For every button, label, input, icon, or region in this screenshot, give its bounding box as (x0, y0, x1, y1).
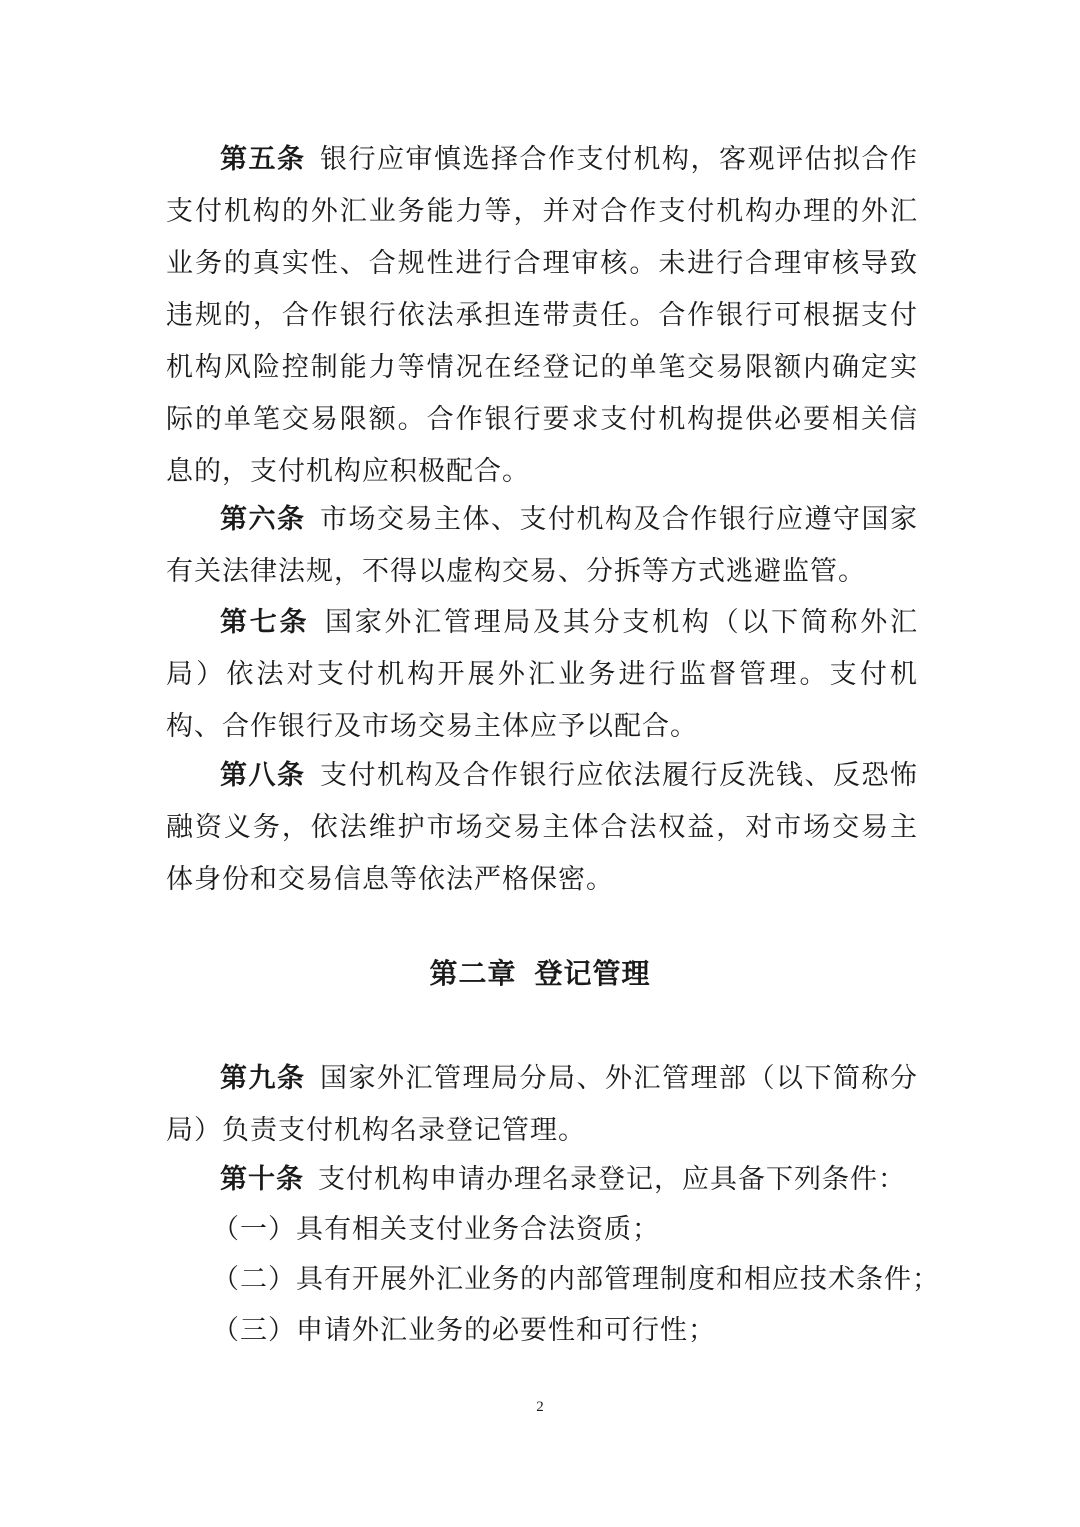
article-5 (166, 134, 918, 498)
chapter-label: 第二章 (429, 957, 517, 990)
page-number: 2 (536, 1399, 544, 1415)
chapter-title: 登记管理 (534, 957, 651, 990)
article-label: 第八条 (220, 760, 306, 791)
article-text: 支付机构申请办理名录登记，应具备下列条件： (318, 1164, 906, 1195)
chapter-heading (0, 952, 1080, 992)
article-label: 第十条 (220, 1164, 304, 1195)
condition-item: （二）具有开展外汇业务的内部管理制度和相应技术条件； (212, 1264, 940, 1295)
article-label: 第九条 (220, 1063, 306, 1094)
article-label: 第五条 (220, 144, 306, 175)
condition-item: （一）具有相关支付业务合法资质； (212, 1214, 660, 1245)
article-6 (166, 494, 918, 598)
article-9 (166, 1053, 918, 1157)
article-text: 银行应审慎选择合作支付机构，客观评估拟合作支付机构的外汇业务能力等，并对合作支付机构办理的外汇业务的真实性、合规性进行合理审核。未进行合理审核导致违规的，合作银行依法承担连带责任。合作银行可根据支付机构风险控制能力等情况在经登记的单笔交易限额内确定实际的单笔交易限额。合作银行要求支付机构提供必要相关信息的，支付机构应积极配合。 (166, 144, 918, 487)
article-label: 第六条 (220, 504, 306, 535)
article-text: 支付机构及合作银行应依法履行反洗钱、反恐怖融资义务，依法维护市场交易主体合法权益，对市场交易主体身份和交易信息等依法严格保密。 (166, 760, 918, 895)
article-text: 国家外汇管理局及其分支机构（以下简称外汇局）依法对支付机构开展外汇业务进行监督管理。支付机构、合作银行及市场交易主体应予以配合。 (166, 607, 919, 742)
condition-item: （三）申请外汇业务的必要性和可行性； (212, 1315, 716, 1346)
article-label: 第七条 (220, 607, 310, 638)
article-text: 国家外汇管理局分局、外汇管理部（以下简称分局）负责支付机构名录登记管理。 (166, 1063, 918, 1146)
article-7 (166, 597, 918, 753)
article-10 (166, 1154, 918, 1206)
article-8 (166, 750, 918, 906)
article-text: 市场交易主体、支付机构及合作银行应遵守国家有关法律法规，不得以虚构交易、分拆等方式逃避监管。 (166, 504, 918, 587)
